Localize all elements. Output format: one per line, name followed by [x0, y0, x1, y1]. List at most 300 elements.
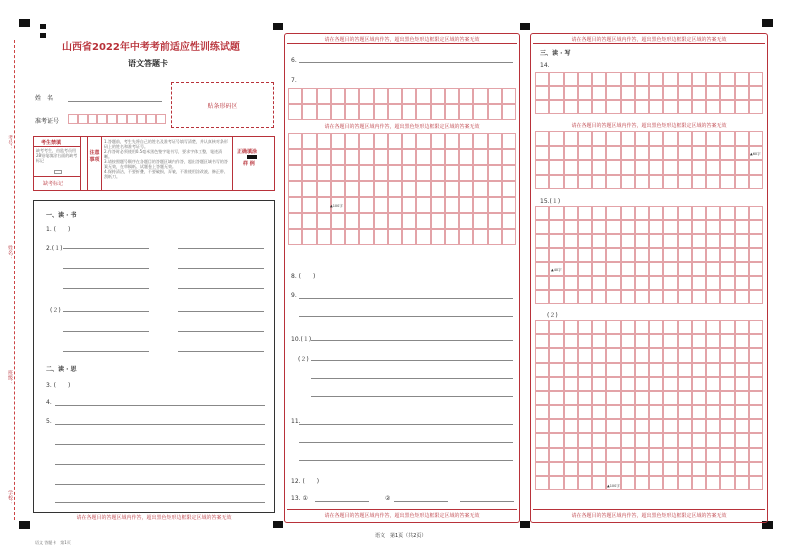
grid-cell[interactable] — [502, 149, 516, 165]
grid-cell[interactable] — [635, 248, 649, 262]
answer-line[interactable] — [299, 298, 513, 299]
grid-cell[interactable] — [317, 104, 331, 120]
grid-cell[interactable] — [578, 220, 592, 234]
grid-cell[interactable] — [692, 234, 706, 248]
grid-cell[interactable] — [606, 175, 620, 190]
grid-cell[interactable] — [359, 213, 373, 229]
grid-cell[interactable] — [678, 377, 692, 391]
grid-cell[interactable] — [578, 131, 592, 146]
grid-cell[interactable] — [302, 229, 316, 245]
answer-line[interactable] — [55, 444, 265, 445]
grid-cell[interactable] — [692, 248, 706, 262]
answer-line[interactable] — [55, 484, 265, 485]
grid-cell[interactable] — [535, 391, 549, 405]
grid-cell[interactable] — [635, 220, 649, 234]
grid-cell[interactable] — [606, 363, 620, 377]
grid-cell[interactable] — [502, 104, 516, 120]
grid-cell[interactable] — [535, 448, 549, 462]
grid-cell[interactable] — [549, 334, 563, 348]
grid-cell[interactable] — [359, 133, 373, 149]
grid-cell[interactable] — [649, 131, 663, 146]
grid-cell[interactable] — [606, 462, 620, 476]
grid-cell[interactable] — [692, 476, 706, 490]
grid-cell[interactable] — [592, 234, 606, 248]
grid-cell[interactable] — [549, 131, 563, 146]
grid-cell[interactable] — [735, 419, 749, 433]
grid-cell[interactable] — [706, 220, 720, 234]
grid-cell[interactable] — [549, 248, 563, 262]
grid-cell[interactable] — [535, 377, 549, 391]
grid-cell[interactable] — [706, 206, 720, 220]
grid-cell[interactable] — [549, 320, 563, 334]
grid-cell[interactable] — [502, 229, 516, 245]
grid-cell[interactable] — [535, 220, 549, 234]
grid-cell[interactable] — [564, 72, 578, 86]
grid-cell[interactable] — [749, 334, 763, 348]
grid-cell[interactable] — [535, 146, 549, 161]
grid-cell[interactable] — [564, 160, 578, 175]
grid-cell[interactable] — [402, 88, 416, 104]
grid-cell[interactable] — [416, 181, 430, 197]
grid-cell[interactable] — [578, 290, 592, 304]
grid-cell[interactable] — [635, 405, 649, 419]
grid-cell[interactable] — [649, 206, 663, 220]
grid-cell[interactable] — [692, 363, 706, 377]
answer-line[interactable] — [178, 351, 264, 352]
grid-cell[interactable] — [663, 348, 677, 362]
grid-cell[interactable] — [488, 149, 502, 165]
grid-cell[interactable] — [678, 131, 692, 146]
answer-line[interactable] — [311, 378, 513, 379]
grid-cell[interactable] — [720, 262, 734, 276]
grid-cell[interactable] — [359, 181, 373, 197]
grid-cell[interactable] — [288, 197, 302, 213]
grid-cell[interactable] — [549, 377, 563, 391]
grid-cell[interactable] — [706, 462, 720, 476]
grid-cell[interactable] — [663, 220, 677, 234]
grid-cell[interactable] — [416, 213, 430, 229]
grid-cell[interactable] — [564, 462, 578, 476]
grid-cell[interactable] — [592, 220, 606, 234]
grid-cell[interactable] — [592, 462, 606, 476]
grid-cell[interactable] — [578, 391, 592, 405]
grid-cell[interactable] — [549, 433, 563, 447]
grid-cell[interactable] — [416, 133, 430, 149]
grid-cell[interactable] — [706, 377, 720, 391]
grid-cell[interactable] — [578, 146, 592, 161]
grid-cell[interactable] — [706, 320, 720, 334]
grid-cell[interactable] — [564, 234, 578, 248]
grid-cell[interactable] — [649, 234, 663, 248]
grid-cell[interactable] — [635, 206, 649, 220]
grid-cell[interactable] — [431, 197, 445, 213]
grid-cell[interactable] — [592, 391, 606, 405]
grid-cell[interactable] — [621, 320, 635, 334]
grid-cell[interactable] — [549, 160, 563, 175]
grid-cell[interactable] — [374, 149, 388, 165]
grid-cell[interactable] — [473, 213, 487, 229]
grid-cell[interactable] — [564, 363, 578, 377]
grid-cell[interactable] — [635, 160, 649, 175]
grid-cell[interactable] — [502, 197, 516, 213]
grid-cell[interactable] — [606, 131, 620, 146]
grid-cell[interactable] — [678, 262, 692, 276]
grid-cell[interactable] — [402, 229, 416, 245]
grid-cell[interactable] — [692, 72, 706, 86]
grid-cell[interactable] — [621, 146, 635, 161]
grid-cell[interactable] — [706, 175, 720, 190]
grid-cell[interactable] — [488, 181, 502, 197]
grid-cell[interactable] — [592, 476, 606, 490]
grid-cell[interactable] — [720, 448, 734, 462]
grid-cell[interactable] — [621, 433, 635, 447]
grid-cell[interactable] — [473, 88, 487, 104]
grid-cell[interactable] — [535, 476, 549, 490]
grid-cell[interactable] — [649, 405, 663, 419]
grid-cell[interactable] — [621, 391, 635, 405]
writing-grid-q15-2[interactable] — [535, 320, 763, 490]
grid-cell[interactable] — [678, 419, 692, 433]
grid-cell[interactable] — [663, 405, 677, 419]
grid-cell[interactable] — [635, 234, 649, 248]
grid-cell[interactable] — [535, 131, 549, 146]
grid-cell[interactable] — [735, 363, 749, 377]
grid-cell[interactable] — [535, 72, 549, 86]
grid-cell[interactable] — [535, 234, 549, 248]
grid-cell[interactable] — [649, 377, 663, 391]
grid-cell[interactable] — [592, 405, 606, 419]
grid-cell[interactable] — [749, 262, 763, 276]
grid-cell[interactable] — [749, 72, 763, 86]
grid-cell[interactable] — [749, 220, 763, 234]
grid-cell[interactable] — [578, 175, 592, 190]
grid-cell[interactable] — [578, 462, 592, 476]
grid-cell[interactable] — [692, 220, 706, 234]
grid-cell[interactable] — [535, 276, 549, 290]
grid-cell[interactable] — [635, 476, 649, 490]
grid-cell[interactable] — [345, 165, 359, 181]
grid-cell[interactable] — [317, 149, 331, 165]
grid-cell[interactable] — [549, 405, 563, 419]
grid-cell[interactable] — [374, 88, 388, 104]
grid-cell[interactable] — [445, 149, 459, 165]
grid-cell[interactable] — [549, 448, 563, 462]
grid-cell[interactable] — [663, 433, 677, 447]
grid-cell[interactable] — [692, 448, 706, 462]
grid-cell[interactable] — [678, 175, 692, 190]
grid-cell[interactable] — [735, 405, 749, 419]
grid-cell[interactable] — [402, 104, 416, 120]
grid-cell[interactable] — [692, 86, 706, 100]
grid-cell[interactable] — [592, 448, 606, 462]
grid-cell[interactable] — [749, 363, 763, 377]
grid-cell[interactable] — [535, 86, 549, 100]
grid-cell[interactable] — [649, 146, 663, 161]
grid-cell[interactable] — [535, 175, 549, 190]
grid-cell[interactable] — [388, 104, 402, 120]
grid-cell[interactable] — [416, 149, 430, 165]
grid-cell[interactable] — [359, 197, 373, 213]
grid-cell[interactable] — [706, 391, 720, 405]
grid-cell[interactable] — [564, 262, 578, 276]
grid-cell[interactable] — [692, 175, 706, 190]
grid-cell[interactable] — [720, 206, 734, 220]
answer-line[interactable] — [63, 331, 149, 332]
grid-cell[interactable] — [735, 462, 749, 476]
grid-cell[interactable] — [692, 419, 706, 433]
answer-line[interactable] — [55, 502, 265, 503]
answer-line[interactable] — [299, 460, 513, 461]
grid-cell[interactable] — [431, 88, 445, 104]
grid-cell[interactable] — [549, 100, 563, 114]
grid-cell[interactable] — [459, 181, 473, 197]
grid-cell[interactable] — [302, 197, 316, 213]
grid-cell[interactable] — [564, 448, 578, 462]
grid-cell[interactable] — [606, 262, 620, 276]
grid-cell[interactable] — [735, 320, 749, 334]
grid-cell[interactable] — [692, 100, 706, 114]
grid-cell[interactable] — [592, 276, 606, 290]
grid-cell[interactable] — [720, 146, 734, 161]
grid-cell[interactable] — [692, 206, 706, 220]
grid-cell[interactable] — [621, 86, 635, 100]
grid-cell[interactable] — [678, 448, 692, 462]
grid-cell[interactable] — [692, 160, 706, 175]
grid-cell[interactable] — [606, 72, 620, 86]
grid-cell[interactable] — [331, 213, 345, 229]
grid-cell[interactable] — [663, 86, 677, 100]
grid-cell[interactable] — [488, 104, 502, 120]
grid-cell[interactable] — [621, 290, 635, 304]
grid-cell[interactable] — [535, 320, 549, 334]
grid-cell[interactable] — [678, 234, 692, 248]
grid-cell[interactable] — [431, 104, 445, 120]
grid-cell[interactable] — [502, 181, 516, 197]
grid-cell[interactable] — [288, 88, 302, 104]
answer-line[interactable] — [63, 351, 149, 352]
grid-cell[interactable] — [621, 206, 635, 220]
grid-cell[interactable] — [606, 220, 620, 234]
grid-cell[interactable] — [445, 133, 459, 149]
grid-cell[interactable] — [649, 220, 663, 234]
grid-cell[interactable] — [635, 348, 649, 362]
grid-cell[interactable] — [706, 100, 720, 114]
grid-cell[interactable] — [692, 131, 706, 146]
grid-cell[interactable] — [649, 433, 663, 447]
grid-cell[interactable] — [720, 320, 734, 334]
grid-cell[interactable] — [749, 377, 763, 391]
grid-cell[interactable] — [621, 248, 635, 262]
grid-cell[interactable] — [535, 206, 549, 220]
grid-cell[interactable] — [564, 391, 578, 405]
grid-cell[interactable] — [663, 391, 677, 405]
grid-cell[interactable] — [692, 334, 706, 348]
grid-cell[interactable] — [502, 133, 516, 149]
grid-cell[interactable] — [564, 320, 578, 334]
grid-cell[interactable] — [473, 104, 487, 120]
grid-cell[interactable] — [288, 181, 302, 197]
grid-cell[interactable] — [635, 100, 649, 114]
grid-cell[interactable] — [402, 165, 416, 181]
grid-cell[interactable] — [302, 104, 316, 120]
grid-cell[interactable] — [317, 133, 331, 149]
grid-cell[interactable] — [735, 377, 749, 391]
grid-cell[interactable] — [692, 433, 706, 447]
grid-cell[interactable] — [735, 476, 749, 490]
grid-cell[interactable] — [606, 248, 620, 262]
grid-cell[interactable] — [649, 100, 663, 114]
grid-cell[interactable] — [692, 348, 706, 362]
grid-cell[interactable] — [663, 320, 677, 334]
grid-cell[interactable] — [416, 88, 430, 104]
grid-cell[interactable] — [678, 290, 692, 304]
grid-cell[interactable] — [564, 433, 578, 447]
grid-cell[interactable] — [678, 462, 692, 476]
grid-cell[interactable] — [549, 276, 563, 290]
grid-cell[interactable] — [720, 175, 734, 190]
grid-cell[interactable] — [331, 149, 345, 165]
grid-cell[interactable] — [649, 86, 663, 100]
grid-cell[interactable] — [706, 276, 720, 290]
grid-cell[interactable] — [345, 88, 359, 104]
grid-cell[interactable] — [345, 181, 359, 197]
writing-grid-q7-a[interactable] — [288, 88, 516, 120]
grid-cell[interactable] — [578, 234, 592, 248]
grid-cell[interactable] — [578, 348, 592, 362]
grid-cell[interactable] — [374, 197, 388, 213]
grid-cell[interactable] — [678, 248, 692, 262]
grid-cell[interactable] — [663, 448, 677, 462]
grid-cell[interactable] — [621, 131, 635, 146]
grid-cell[interactable] — [502, 165, 516, 181]
grid-cell[interactable] — [678, 320, 692, 334]
absent-checkbox[interactable] — [54, 170, 62, 174]
grid-cell[interactable] — [720, 476, 734, 490]
grid-cell[interactable] — [345, 104, 359, 120]
grid-cell[interactable] — [678, 72, 692, 86]
grid-cell[interactable] — [749, 419, 763, 433]
grid-cell[interactable] — [735, 433, 749, 447]
grid-cell[interactable] — [488, 165, 502, 181]
grid-cell[interactable] — [749, 405, 763, 419]
grid-cell[interactable] — [735, 262, 749, 276]
answer-line[interactable] — [394, 501, 448, 502]
grid-cell[interactable] — [706, 448, 720, 462]
grid-cell[interactable] — [564, 476, 578, 490]
grid-cell[interactable] — [374, 133, 388, 149]
grid-cell[interactable] — [663, 334, 677, 348]
grid-cell[interactable] — [706, 290, 720, 304]
grid-cell[interactable] — [720, 220, 734, 234]
grid-cell[interactable] — [621, 160, 635, 175]
grid-cell[interactable] — [459, 88, 473, 104]
grid-cell[interactable] — [749, 391, 763, 405]
grid-cell[interactable] — [749, 248, 763, 262]
grid-cell[interactable] — [592, 320, 606, 334]
grid-cell[interactable] — [549, 86, 563, 100]
grid-cell[interactable] — [374, 213, 388, 229]
grid-cell[interactable] — [621, 448, 635, 462]
grid-cell[interactable] — [692, 146, 706, 161]
grid-cell[interactable] — [649, 391, 663, 405]
grid-cell[interactable] — [606, 348, 620, 362]
grid-cell[interactable] — [564, 276, 578, 290]
grid-cell[interactable] — [288, 133, 302, 149]
grid-cell[interactable] — [720, 248, 734, 262]
grid-cell[interactable] — [317, 165, 331, 181]
grid-cell[interactable] — [345, 197, 359, 213]
grid-cell[interactable] — [592, 100, 606, 114]
grid-cell[interactable] — [678, 220, 692, 234]
grid-cell[interactable] — [635, 86, 649, 100]
grid-cell[interactable] — [663, 131, 677, 146]
grid-cell[interactable] — [564, 290, 578, 304]
grid-cell[interactable] — [749, 86, 763, 100]
grid-cell[interactable] — [302, 181, 316, 197]
grid-cell[interactable] — [359, 88, 373, 104]
grid-cell[interactable] — [359, 229, 373, 245]
grid-cell[interactable] — [649, 262, 663, 276]
grid-cell[interactable] — [606, 206, 620, 220]
grid-cell[interactable] — [459, 149, 473, 165]
grid-cell[interactable] — [578, 86, 592, 100]
grid-cell[interactable] — [720, 100, 734, 114]
grid-cell[interactable] — [416, 229, 430, 245]
grid-cell[interactable] — [431, 149, 445, 165]
grid-cell[interactable] — [388, 229, 402, 245]
grid-cell[interactable] — [473, 165, 487, 181]
grid-cell[interactable] — [635, 131, 649, 146]
grid-cell[interactable] — [649, 320, 663, 334]
grid-cell[interactable] — [735, 290, 749, 304]
answer-line[interactable] — [178, 331, 264, 332]
grid-cell[interactable] — [749, 131, 763, 146]
grid-cell[interactable] — [459, 104, 473, 120]
grid-cell[interactable] — [706, 72, 720, 86]
grid-cell[interactable] — [649, 334, 663, 348]
grid-cell[interactable] — [592, 419, 606, 433]
grid-cell[interactable] — [592, 206, 606, 220]
grid-cell[interactable] — [606, 419, 620, 433]
grid-cell[interactable] — [331, 229, 345, 245]
answer-line[interactable] — [55, 405, 265, 406]
grid-cell[interactable] — [331, 104, 345, 120]
grid-cell[interactable] — [388, 197, 402, 213]
exam-id-boxes[interactable] — [68, 114, 166, 124]
grid-cell[interactable] — [488, 213, 502, 229]
grid-cell[interactable] — [678, 433, 692, 447]
grid-cell[interactable] — [359, 104, 373, 120]
grid-cell[interactable] — [720, 363, 734, 377]
grid-cell[interactable] — [720, 160, 734, 175]
grid-cell[interactable] — [459, 133, 473, 149]
grid-cell[interactable] — [445, 104, 459, 120]
grid-cell[interactable] — [635, 72, 649, 86]
grid-cell[interactable] — [564, 131, 578, 146]
grid-cell[interactable] — [606, 100, 620, 114]
grid-cell[interactable] — [720, 276, 734, 290]
grid-cell[interactable] — [692, 462, 706, 476]
grid-cell[interactable] — [445, 165, 459, 181]
grid-cell[interactable] — [578, 262, 592, 276]
grid-cell[interactable] — [549, 391, 563, 405]
grid-cell[interactable] — [288, 165, 302, 181]
grid-cell[interactable] — [564, 405, 578, 419]
grid-cell[interactable] — [735, 348, 749, 362]
grid-cell[interactable] — [635, 419, 649, 433]
grid-cell[interactable] — [606, 290, 620, 304]
grid-cell[interactable] — [549, 175, 563, 190]
